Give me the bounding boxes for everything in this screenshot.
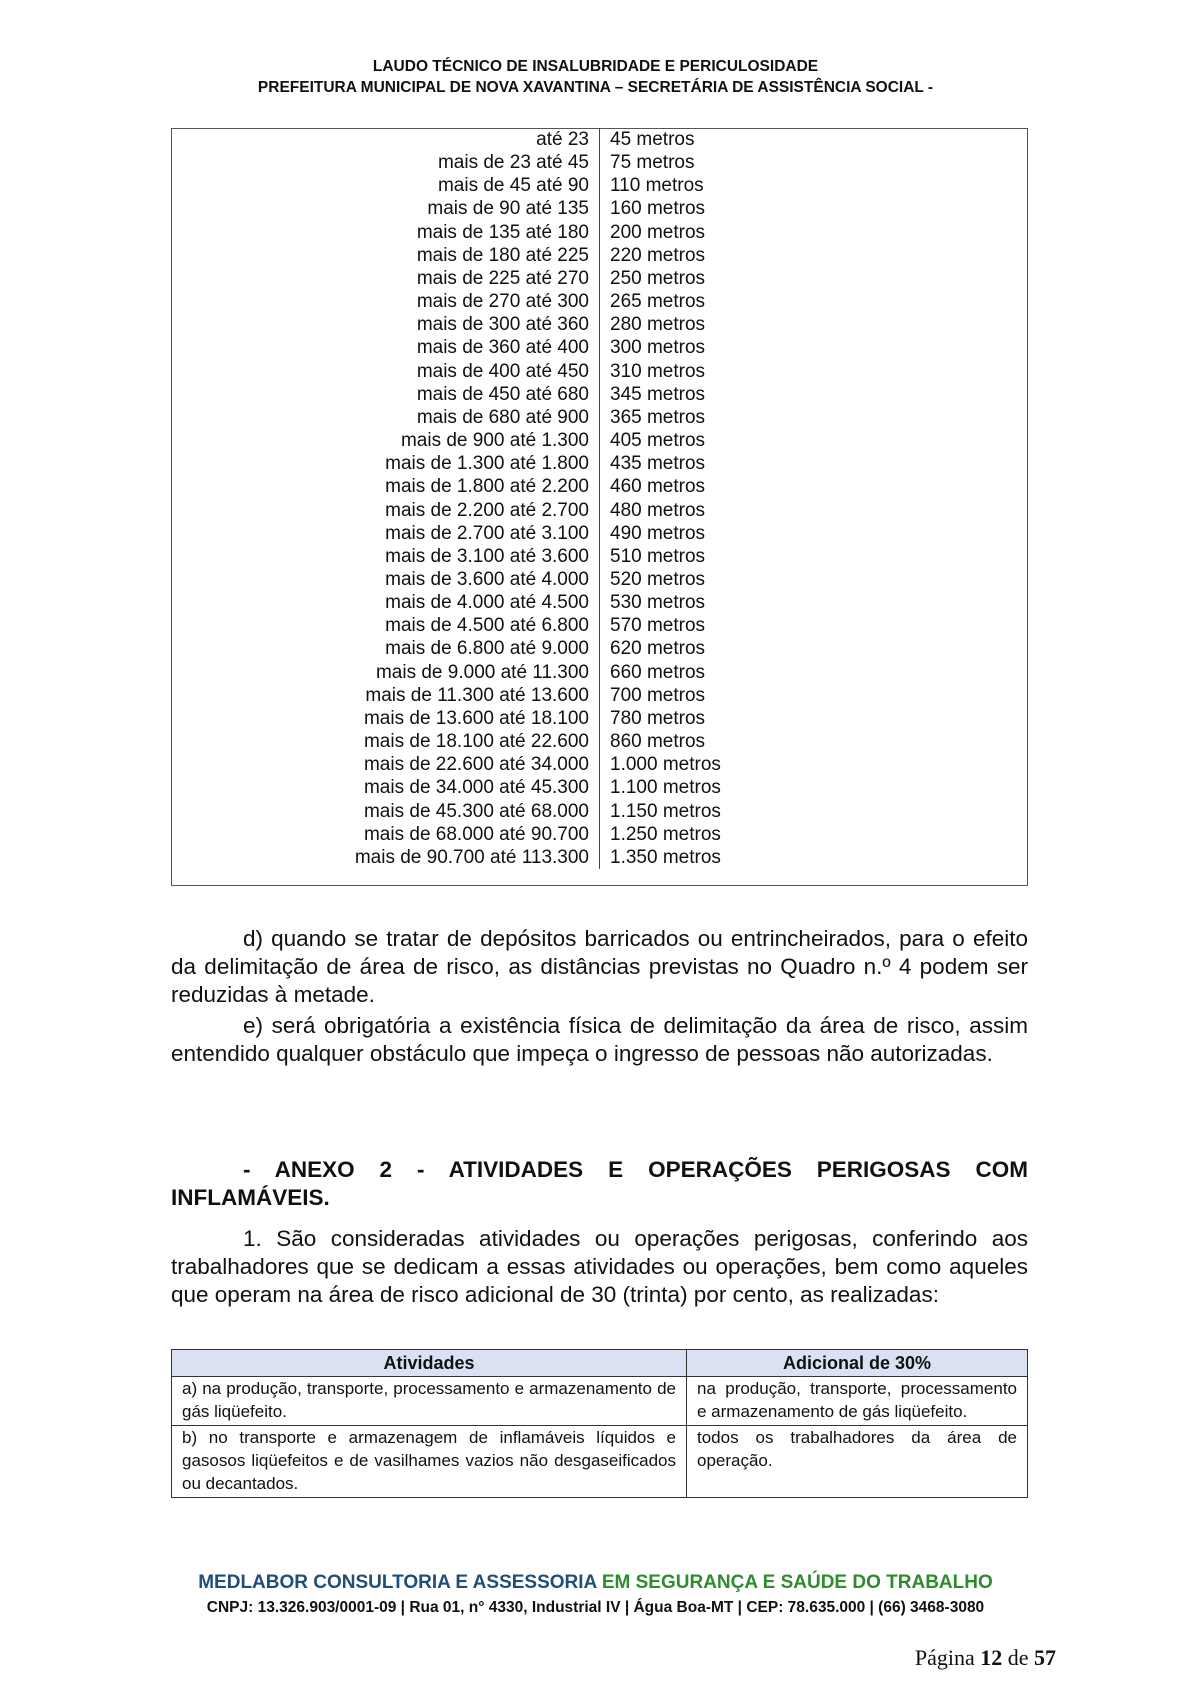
distance-cell: 220 metros: [610, 244, 706, 266]
table-row: [171, 336, 1028, 359]
distance-cell: 365 metros: [610, 406, 706, 428]
quantity-cell: mais de 360 até 400: [171, 336, 600, 359]
distance-cell: 700 metros: [610, 684, 706, 706]
distance-cell: 480 metros: [610, 499, 706, 521]
table-row: [172, 1426, 1028, 1498]
quantity-cell: mais de 135 até 180: [171, 221, 600, 244]
quantity-cell: mais de 13.600 até 18.100: [171, 707, 600, 730]
activities-table: [171, 1349, 1028, 1498]
distance-cell: 1.250 metros: [610, 823, 721, 845]
page-number: [915, 1645, 1056, 1671]
header-subtitle: PREFEITURA MUNICIPAL DE NOVA XAVANTINA – SECRETÁRIA DE ASSISTÊNCIA SOCIAL -: [257, 79, 934, 96]
page-of: de: [1007, 1645, 1029, 1670]
column-header-adicional: Adicional de 30%: [687, 1350, 1028, 1377]
table-cell: a) na produção, transporte, processamento e armazenamento de gás liqüefeito.: [172, 1377, 687, 1426]
quantity-cell: mais de 900 até 1.300: [171, 429, 600, 452]
page-current: 12: [980, 1645, 1003, 1670]
page-total: 57: [1034, 1645, 1056, 1670]
paragraph-e-text: e) será obrigatória a existência física de delimitação da área de risco, assim entendido qualquer obstáculo que impeça o ingresso de pessoas não autorizadas.: [171, 1013, 1028, 1066]
quantity-cell: mais de 18.100 até 22.600: [171, 730, 600, 753]
quantity-cell: mais de 3.600 até 4.000: [171, 568, 600, 591]
table-row: [171, 545, 1028, 568]
distance-cell: 280 metros: [610, 314, 706, 336]
anexo-heading: [171, 1156, 1028, 1212]
quantity-cell: mais de 4.500 até 6.800: [171, 614, 600, 637]
footer-company: [0, 1572, 1191, 1594]
quantity-cell: mais de 6.800 até 9.000: [171, 637, 600, 660]
quantity-cell: mais de 180 até 225: [171, 244, 600, 267]
distance-cell: 300 metros: [610, 337, 706, 359]
table-row: [171, 568, 1028, 591]
table-row: [171, 776, 1028, 799]
paragraph-e: [171, 1012, 1028, 1068]
distance-cell: 490 metros: [610, 522, 706, 544]
distance-cell: 405 metros: [610, 430, 706, 452]
quantity-cell: mais de 680 até 900: [171, 406, 600, 429]
distance-cell: 110 metros: [610, 175, 704, 197]
footer-address: CNPJ: 13.326.903/0001-09 | Rua 01, n° 4330, Industrial IV | Água Boa-MT | CEP: 78.635.000 | (66) 3468-3080: [206, 1599, 985, 1616]
quantity-cell: mais de 300 até 360: [171, 313, 600, 336]
table-row: [171, 128, 1028, 151]
quantity-cell: mais de 2.200 até 2.700: [171, 499, 600, 522]
page-label: Página: [914, 1645, 975, 1670]
table-row: [171, 753, 1028, 776]
quantity-cell: mais de 22.600 até 34.000: [171, 753, 600, 776]
table-cell: b) no transporte e armazenagem de inflamáveis líquidos e gasosos liqüefeitos e de vasilhames vazios não desgaseificados ou decantados.: [172, 1426, 687, 1498]
paragraph-d: [171, 925, 1028, 1009]
distance-cell: 570 metros: [610, 615, 706, 637]
table-row: [171, 383, 1028, 406]
table-cell: todos os trabalhadores da área de operação.: [687, 1426, 1028, 1498]
table-row: [171, 151, 1028, 174]
quantity-cell: mais de 400 até 450: [171, 360, 600, 383]
table-row: [171, 290, 1028, 313]
distance-cell: 200 metros: [610, 221, 706, 243]
distance-cell: 620 metros: [610, 638, 706, 660]
table-row: [171, 661, 1028, 684]
distance-cell: 530 metros: [610, 592, 706, 614]
table-row: [171, 174, 1028, 197]
table-row: [171, 823, 1028, 846]
quantity-cell: mais de 225 até 270: [171, 267, 600, 290]
quantity-cell: mais de 9.000 até 11.300: [171, 661, 600, 684]
table-row: [171, 244, 1028, 267]
table-cell: na produção, transporte, processamento e armazenamento de gás liqüefeito.: [687, 1377, 1028, 1426]
anexo-heading-text: - ANEXO 2 - ATIVIDADES E OPERAÇÕES PERIGOSAS COM INFLAMÁVEIS.: [171, 1157, 1028, 1210]
table-row: [171, 846, 1028, 869]
quantity-cell: mais de 1.300 até 1.800: [171, 452, 600, 475]
paragraph-item1-text: 1. São consideradas atividades ou operações perigosas, conferindo aos trabalhadores que se dedicam a essas atividades ou operações, bem como aqueles que operam na área de risco adicional de 30 (trinta) por cento, as realizadas:: [171, 1226, 1028, 1307]
quantity-cell: mais de 45.300 até 68.000: [171, 800, 600, 823]
quantity-cell: mais de 90.700 até 113.300: [171, 846, 600, 869]
table-row: [171, 429, 1028, 452]
quantity-cell: mais de 23 até 45: [171, 151, 600, 174]
table-row: [171, 313, 1028, 336]
table-row: [171, 637, 1028, 660]
distance-cell: 860 metros: [610, 731, 706, 753]
quantity-cell: mais de 11.300 até 13.600: [171, 684, 600, 707]
distance-cell: 435 metros: [610, 453, 706, 475]
table-row: [171, 197, 1028, 220]
distance-cell: 75 metros: [610, 152, 695, 174]
distance-cell: 45 metros: [610, 129, 695, 150]
footer-company-tagline: EM SEGURANÇA E SAÚDE DO TRABALHO: [601, 1572, 993, 1593]
quantity-cell: mais de 68.000 até 90.700: [171, 823, 600, 846]
distance-table: [171, 128, 1028, 869]
table-row: [172, 1377, 1028, 1426]
distance-cell: 1.000 metros: [610, 754, 721, 776]
table-row: [171, 614, 1028, 637]
table-row: [171, 707, 1028, 730]
table-row: [171, 360, 1028, 383]
table-row: [171, 800, 1028, 823]
column-header-atividades: Atividades: [172, 1350, 687, 1377]
quantity-cell: mais de 270 até 300: [171, 290, 600, 313]
table-row: [171, 591, 1028, 614]
table-row: [171, 452, 1028, 475]
table-row: [171, 221, 1028, 244]
table-header-row: [172, 1350, 1028, 1377]
table-row: [171, 475, 1028, 498]
distance-cell: 1.100 metros: [610, 777, 721, 799]
table-row: [171, 406, 1028, 429]
table-row: [171, 267, 1028, 290]
footer-company-name: MEDLABOR CONSULTORIA E ASSESSORIA: [198, 1572, 597, 1593]
quantity-cell: mais de 450 até 680: [171, 383, 600, 406]
distance-cell: 660 metros: [610, 661, 706, 683]
distance-cell: 1.350 metros: [610, 846, 721, 868]
document-header: [0, 56, 1191, 98]
paragraph-d-text: d) quando se tratar de depósitos barricados ou entrincheirados, para o efeito da delimitação de área de risco, as distâncias previstas no Quadro n.º 4 podem ser reduzidas à metade.: [171, 926, 1028, 1007]
table-row: [171, 684, 1028, 707]
distance-cell: 345 metros: [610, 383, 706, 405]
distance-cell: 460 metros: [610, 476, 706, 498]
distance-cell: 780 metros: [610, 707, 706, 729]
quantity-cell: até 23: [171, 128, 600, 151]
distance-cell: 510 metros: [610, 545, 706, 567]
table-row: [171, 522, 1028, 545]
quantity-cell: mais de 45 até 90: [171, 174, 600, 197]
distance-cell: 1.150 metros: [610, 800, 721, 822]
distance-cell: 250 metros: [610, 267, 706, 289]
quantity-cell: mais de 2.700 até 3.100: [171, 522, 600, 545]
distance-cell: 160 metros: [610, 198, 706, 220]
quantity-cell: mais de 90 até 135: [171, 197, 600, 220]
header-title: LAUDO TÉCNICO DE INSALUBRIDADE E PERICULOSIDADE: [372, 58, 819, 75]
table-row: [171, 499, 1028, 522]
table-row: [171, 730, 1028, 753]
distance-cell: 265 metros: [610, 291, 706, 313]
quantity-cell: mais de 4.000 até 4.500: [171, 591, 600, 614]
distance-cell: 310 metros: [610, 360, 706, 382]
quantity-cell: mais de 1.800 até 2.200: [171, 475, 600, 498]
quantity-cell: mais de 3.100 até 3.600: [171, 545, 600, 568]
quantity-cell: mais de 34.000 até 45.300: [171, 776, 600, 799]
distance-cell: 520 metros: [610, 568, 706, 590]
paragraph-item1: [171, 1225, 1028, 1309]
